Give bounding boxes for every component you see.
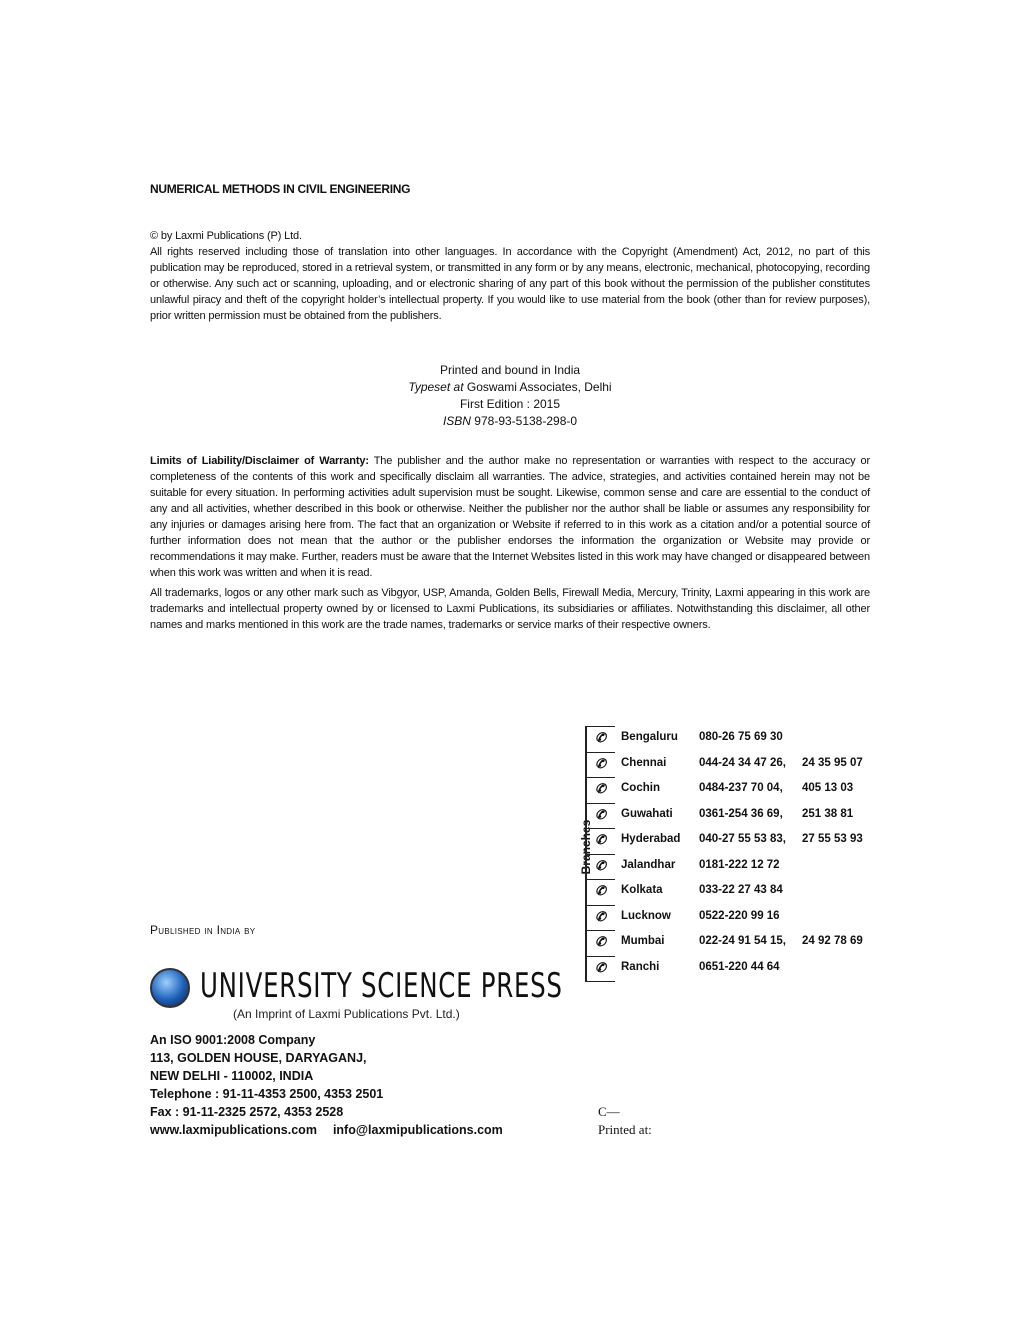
branch-phone-2: 405 13 03 bbox=[802, 782, 854, 794]
branch-phone-1: 022-24 91 54 15, bbox=[699, 935, 786, 947]
published-by: Published in India by bbox=[150, 923, 256, 937]
branch-city: Kolkata bbox=[621, 884, 663, 896]
typeset-value: Goswami Associates, Delhi bbox=[466, 380, 612, 394]
branch-row bbox=[585, 854, 780, 880]
phone-icon: ✆ bbox=[595, 959, 606, 975]
branch-row bbox=[585, 777, 854, 803]
publisher-address bbox=[150, 1031, 503, 1139]
branch-row bbox=[585, 726, 783, 752]
branch-phone-1: 0361-254 36 69, bbox=[699, 807, 783, 820]
imprint-info bbox=[300, 362, 720, 430]
branch-city: Lucknow bbox=[621, 909, 671, 922]
branch-phone-2: 24 35 95 07 bbox=[802, 756, 863, 769]
branch-phone-1: 0484-237 70 04, bbox=[699, 782, 783, 794]
branch-phone-1: 044-24 34 47 26, bbox=[699, 756, 786, 769]
phone-icon: ✆ bbox=[595, 730, 606, 745]
branch-row bbox=[585, 956, 780, 983]
branch-row bbox=[585, 752, 863, 778]
branch-phone-1: 0181-222 12 72 bbox=[699, 858, 780, 871]
branch-phone-1: 080-26 75 69 30 bbox=[699, 731, 783, 743]
disclaimer-text: The publisher and the author make no representation or warranties with respect to the accuracy or completeness of the contents of this work and specifically disclaim all warranties. The advice, strategies, and activities contained herein may not be suitable for every situation. In performing activities adult supervision must be sought. Likewise, common sense and care are essential to the conduct of any and all activities, whether described in this book or otherwise. Neither the publisher nor the author shall be liable or assumes any responsibility for any injuries or damages arising here from. The fact that an organization or Website if referred to in this work as a citation and/or a potential source of further information does not mean that the author or the publisher endorses the information the organization or Website may provide or recommendations it may make. Further, readers must be aware that the Internet Websites listed in this work may have changed or disappeared between when this work was written and when it is read. bbox=[150, 455, 870, 579]
website-link[interactable]: www.laxmipublications.com bbox=[150, 1123, 317, 1137]
branches-list bbox=[585, 726, 885, 982]
telephone: Telephone : 91-11-4353 2500, 4353 2501 bbox=[150, 1087, 384, 1101]
branch-city: Ranchi bbox=[621, 960, 660, 973]
phone-icon: ✆ bbox=[595, 857, 606, 873]
branch-city: Chennai bbox=[621, 756, 667, 769]
branch-phone-2: 24 92 78 69 bbox=[802, 935, 863, 947]
fax: Fax : 91-11-2325 2572, 4353 2528 bbox=[150, 1105, 344, 1119]
disclaimer-block bbox=[150, 453, 870, 633]
email-link[interactable]: info@laxmipublications.com bbox=[332, 1123, 503, 1137]
branch-row bbox=[585, 905, 780, 931]
branches-label: Branches bbox=[579, 819, 593, 875]
iso-line: An ISO 9001:2008 Company bbox=[150, 1033, 316, 1047]
phone-icon: ✆ bbox=[595, 883, 606, 898]
address-line-1: 113, GOLDEN HOUSE, DARYAGANJ, bbox=[150, 1051, 367, 1065]
branch-phone-1: 0522-220 99 16 bbox=[699, 909, 780, 922]
edition: First Edition : 2015 bbox=[459, 397, 561, 411]
branch-city: Guwahati bbox=[621, 807, 673, 820]
copyright-block bbox=[150, 228, 870, 324]
branch-phone-2: 27 55 53 93 bbox=[802, 833, 863, 845]
branch-city: Hyderabad bbox=[621, 833, 681, 845]
trademarks-text: All trademarks, logos or any other mark such as Vibgyor, USP, Amanda, Golden Bells, Firewall Media, Mercury, Trinity, Laxmi appearing in this work are trademarks and intellectual property owned by or licensed to Laxmi Publications, its subsidiaries or affiliates. Notwithstanding this disclaimer, all other names and marks mentioned in this work are the trade names, trademarks or service marks of their respective owners. bbox=[150, 587, 870, 631]
phone-icon: ✆ bbox=[595, 908, 606, 924]
isbn-label: ISBN bbox=[442, 414, 471, 428]
printed-in: Printed and bound in India bbox=[439, 363, 581, 377]
isbn-value: 978-93-5138-298-0 bbox=[474, 414, 578, 428]
branch-city: Cochin bbox=[621, 782, 660, 794]
phone-icon: ✆ bbox=[595, 781, 606, 796]
publisher-logo-icon bbox=[150, 968, 190, 1008]
publisher-name: UNIVERSITY SCIENCE PRESS bbox=[200, 966, 563, 1006]
branch-row bbox=[585, 803, 854, 829]
typeset-label: Typeset at bbox=[408, 380, 464, 394]
phone-icon: ✆ bbox=[595, 755, 606, 771]
book-title: NUMERICAL METHODS IN CIVIL ENGINEERING bbox=[150, 182, 411, 196]
phone-icon: ✆ bbox=[595, 806, 606, 822]
branch-row bbox=[585, 879, 783, 905]
phone-icon: ✆ bbox=[595, 832, 606, 847]
copyright-holder: © by Laxmi Publications (P) Ltd. bbox=[150, 230, 302, 242]
branch-phone-1: 033-22 27 43 84 bbox=[699, 884, 783, 896]
branch-city: Mumbai bbox=[621, 935, 665, 947]
copyright-text: All rights reserved including those of translation into other languages. In accordance with the Copyright (Amendment) Act, 2012, no part of this publication may be reproduced, stored in a retrieval system, or transmitted in any form or by any means, electronic, mechanical, photocopying, recording or otherwise. Any such act or scanning, uploading, and or electronic sharing of any part of this book without the permission of the publisher constitutes unlawful piracy and theft of the copyright holder’s intellectual property. If you would like to use material from the book (other than for review purposes), prior written permission must be obtained from the publishers. bbox=[150, 246, 870, 322]
branch-phone-1: 040-27 55 53 83, bbox=[699, 833, 786, 845]
branch-city: Jalandhar bbox=[621, 858, 676, 871]
branch-phone-2: 251 38 81 bbox=[802, 807, 854, 820]
disclaimer-heading: Limits of Liability/Disclaimer of Warranty: bbox=[150, 455, 369, 467]
print-code bbox=[598, 1103, 652, 1139]
branch-row bbox=[585, 828, 863, 854]
publisher-imprint: (An Imprint of Laxmi Publications Pvt. Ltd.) bbox=[233, 1007, 460, 1021]
branch-city: Bengaluru bbox=[621, 731, 678, 743]
phone-icon: ✆ bbox=[595, 934, 606, 949]
print-code-value: C— bbox=[598, 1104, 620, 1119]
address-line-2: NEW DELHI - 110002, INDIA bbox=[150, 1069, 314, 1083]
branch-row bbox=[585, 930, 863, 956]
branch-phone-1: 0651-220 44 64 bbox=[699, 960, 780, 973]
printed-at: Printed at: bbox=[598, 1122, 652, 1137]
